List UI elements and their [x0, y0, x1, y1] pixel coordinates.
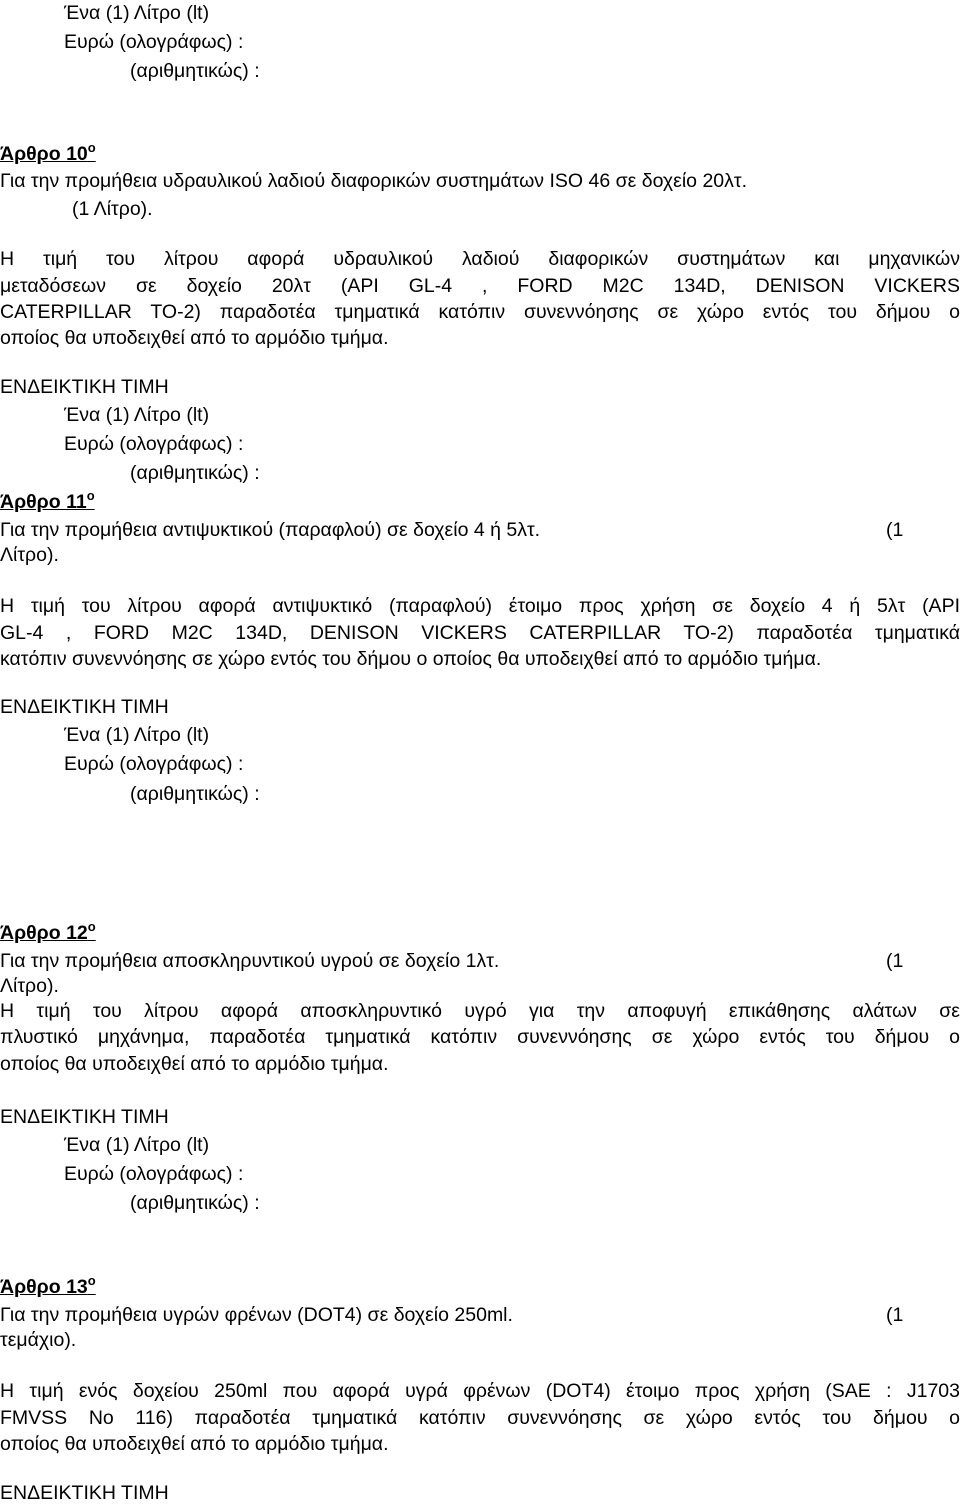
unit-line: Ένα (1) Λίτρο (lt) [64, 2, 210, 24]
article-11-supply: Για την προμήθεια αντιψυκτικού (παραφλού) σε δοχείο 4 ή 5λτ. [0, 519, 541, 541]
article-13-desc-line-1: Η τιμή ενός δοχείου 250ml που αφορά υγρά φρένων (DOT4) έτοιμο προς χρήση (SAE : J1703 [0, 1380, 960, 1402]
price-words-line: Ευρώ (ολογράφως) : [64, 31, 244, 53]
article-13-qty-close: τεμάχιο). [0, 1329, 77, 1351]
article-11-title: Άρθρο $11^o$ [0, 488, 95, 513]
article-11-qty-close: Λίτρο). [0, 544, 59, 566]
article-12-desc-line-1: Η τιμή του λίτρου αφορά αποσκληρυντικό υγρό για την αποφυγή επικάθησης αλάτων σε [0, 1000, 960, 1022]
article-13-qty-open: (1 [886, 1304, 904, 1326]
article-12-numbers-line: (αριθμητικώς) : [130, 1192, 260, 1214]
article-11-desc-line-2: GL-4 , FORD M2C 134D, DENISON VICKERS CATERPILLAR TO-2) παραδοτέα τμηματικά [0, 622, 960, 644]
article-12-words-line: Ευρώ (ολογράφως) : [64, 1163, 244, 1185]
article-13-title: Άρθρο $13^o$ [0, 1273, 96, 1298]
article-11-numbers-line: (αριθμητικώς) : [130, 783, 260, 805]
article-11-desc-line-3: κατόπιν συνεννόησης σε χώρο εντός του δήμου ο οποίος θα υποδειχθεί από το αρμόδιο τμήμα. [0, 648, 822, 670]
article-10-price-heading: ΕΝΔΕΙΚΤΙΚΗ ΤΙΜΗ [0, 376, 169, 398]
article-10-unit-line: Ένα (1) Λίτρο (lt) [64, 404, 210, 426]
article-13-price-heading: ΕΝΔΕΙΚΤΙΚΗ ΤΙΜΗ [0, 1482, 169, 1504]
article-10-desc-line-1: Η τιμή του λίτρου αφορά υδραυλικού λαδιού διαφορικών συστημάτων και μηχανικών [0, 248, 960, 270]
article-12-desc-line-2: πλυστικό μηχάνημα, παραδοτέα τμηματικά κατόπιν συνεννόησης σε χώρο εντός του δήμου ο [0, 1026, 960, 1048]
article-10-desc-line-2: μεταδόσεων σε δοχείο 20λτ (API GL-4 , FORD M2C 134D, DENISON VICKERS [0, 275, 960, 297]
article-12-title: Άρθρο $12^o$ [0, 919, 96, 944]
article-13-supply: Για την προμήθεια υγρών φρένων (DOT4) σε δοχείο 250ml. [0, 1304, 513, 1326]
price-numbers-line: (αριθμητικώς) : [130, 60, 260, 82]
article-12-qty-open: (1 [886, 950, 904, 972]
article-12-desc-line-3: οποίος θα υποδειχθεί από το αρμόδιο τμήμα. [0, 1053, 389, 1075]
article-10-desc-line-4: οποίος θα υποδειχθεί από το αρμόδιο τμήμα. [0, 327, 389, 349]
article-10-title: Άρθρο $10^o$ [0, 140, 96, 165]
article-10-supply: Για την προμήθεια υδραυλικού λαδιού διαφορικών συστημάτων ISO 46 σε δοχείο 20λτ. [0, 170, 747, 192]
article-12-unit-line: Ένα (1) Λίτρο (lt) [64, 1134, 210, 1156]
article-12-qty-close: Λίτρο). [0, 975, 59, 997]
article-11-words-line: Ευρώ (ολογράφως) : [64, 753, 244, 775]
article-11-desc-line-1: Η τιμή του λίτρου αφορά αντιψυκτικό (παραφλού) έτοιμο προς χρήση σε δοχείο 4 ή 5λτ (API [0, 595, 960, 617]
article-10-words-line: Ευρώ (ολογράφως) : [64, 433, 244, 455]
article-13-desc-line-3: οποίος θα υποδειχθεί από το αρμόδιο τμήμα. [0, 1433, 389, 1455]
article-11-price-heading: ΕΝΔΕΙΚΤΙΚΗ ΤΙΜΗ [0, 696, 169, 718]
article-11-unit-line: Ένα (1) Λίτρο (lt) [64, 724, 210, 746]
article-13-desc-line-2: FMVSS No 116) παραδοτέα τμηματικά κατόπιν συνεννόησης σε χώρο εντός του δήμου ο [0, 1407, 960, 1429]
article-10-desc-line-3: CATERPILLAR TO-2) παραδοτέα τμηματικά κατόπιν συνεννόησης σε χώρο εντός του δήμου ο [0, 301, 960, 323]
article-10-numbers-line: (αριθμητικώς) : [130, 462, 260, 484]
article-12-price-heading: ΕΝΔΕΙΚΤΙΚΗ ΤΙΜΗ [0, 1106, 169, 1128]
article-12-supply: Για την προμήθεια αποσκληρυντικού υγρού σε δοχείο 1λτ. [0, 950, 500, 972]
article-10-unit: (1 Λίτρο). [72, 198, 153, 220]
article-11-qty-open: (1 [886, 519, 904, 541]
